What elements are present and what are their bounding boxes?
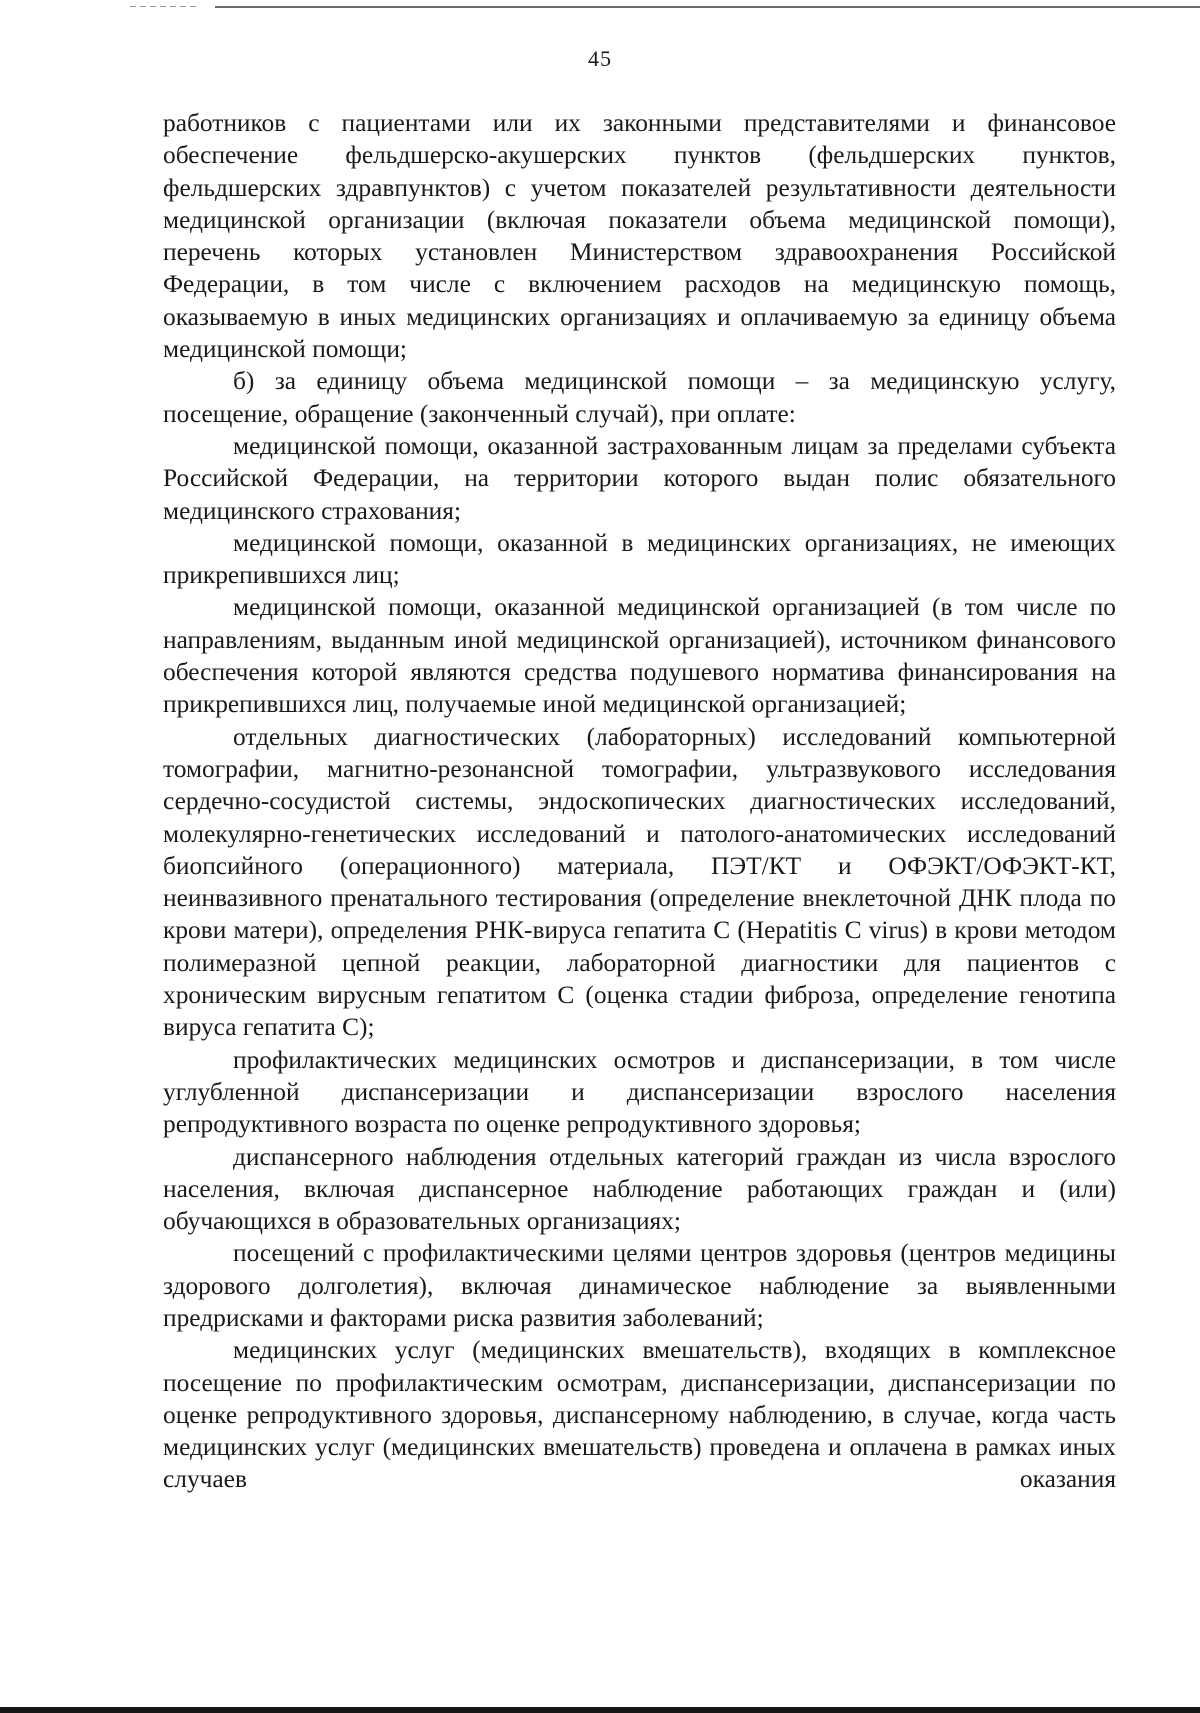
- paragraph-3: медицинской помощи, оказанной застрахованным лицам за пределами субъекта Российской Федерации, на территории которого выдан полис обязательного медицинского страхования;: [163, 431, 1116, 525]
- paragraph-5: медицинской помощи, оказанной медицинской организацией (в том числе по направлениям, выданным иной медицинской организацией), источником финансового обеспечения которой являются средства подушевого норматива финансирования на прикрепившихся лиц, получаемые иной медицинской организацией;: [163, 593, 1116, 719]
- paragraph-6: отдельных диагностических (лабораторных) исследований компьютерной томографии, магнитно-резонансной томографии, ультразвукового исследования сердечно-сосудистой системы, эндоскопических диагностических исследований, молекулярно-генетических исследований и патолого-анатомических исследований биопсийного (операционного) материала, ПЭТ/КТ и ОФЭКТ/ОФЭКТ-КТ, неинвазивного пренатального тестирования (определение внеклеточной ДНК плода по крови матери), определения РНК-вируса гепатита С (Hepatitis C virus) в крови методом полимеразной цепной реакции, лабораторной диагностики для пациентов с хроническим вирусным гепатитом С (оценка стадии фиброза, определение генотипа вируса гепатита С);: [163, 722, 1116, 1042]
- paragraph-9: посещений с профилактическими целями центров здоровья (центров медицины здорового долголетия), включая динамическое наблюдение за выявленными предрисками и факторами риска развития заболеваний;: [163, 1239, 1116, 1332]
- paragraph-2: б) за единицу объема медицинской помощи – за медицинскую услугу, посещение, обращение (законченный случай), при оплате:: [163, 367, 1116, 428]
- paragraph-8: диспансерного наблюдения отдельных категорий граждан из числа взрослого населения, включая диспансерное наблюдение работающих граждан и (или) обучающихся в образовательных организациях;: [163, 1142, 1116, 1236]
- scan-edge-top-left: [130, 6, 200, 7]
- paragraph-4: медицинской помощи, оказанной в медицинских организациях, не имеющих прикрепившихся лиц;: [163, 528, 1116, 590]
- scan-edge-top: [215, 6, 1200, 8]
- page-number: 45: [588, 46, 612, 71]
- scan-edge-bottom: [0, 1707, 1200, 1713]
- document-body: [163, 107, 1116, 1496]
- paragraph-1: работников с пациентами или их законными представителями и финансовое обеспечение фельдшерско-акушерских пунктов (фельдшерских пунктов, фельдшерских здравпунктов) с учетом показателей результативности деятельности медицинской организации (включая показатели объема медицинской помощи), перечень которых установлен Министерством здравоохранения Российской Федерации, в том числе с включением расходов на медицинскую помощь, оказываемую в иных медицинских организациях и оплачиваемую за единицу объема медицинской помощи;: [163, 109, 1116, 364]
- paragraph-10: медицинских услуг (медицинских вмешательств), входящих в комплексное посещение по профилактическим осмотрам, диспансеризации, диспансеризации по оценке репродуктивного здоровья, диспансерному наблюдению, в случае, когда часть медицинских услуг (медицинских вмешательств) проведена и оплачена в рамках иных случаев оказания: [163, 1336, 1116, 1494]
- paragraph-7: профилактических медицинских осмотров и диспансеризации, в том числе углубленной диспансеризации и диспансеризации взрослого населения репродуктивного возраста по оценке репродуктивного здоровья;: [163, 1045, 1116, 1139]
